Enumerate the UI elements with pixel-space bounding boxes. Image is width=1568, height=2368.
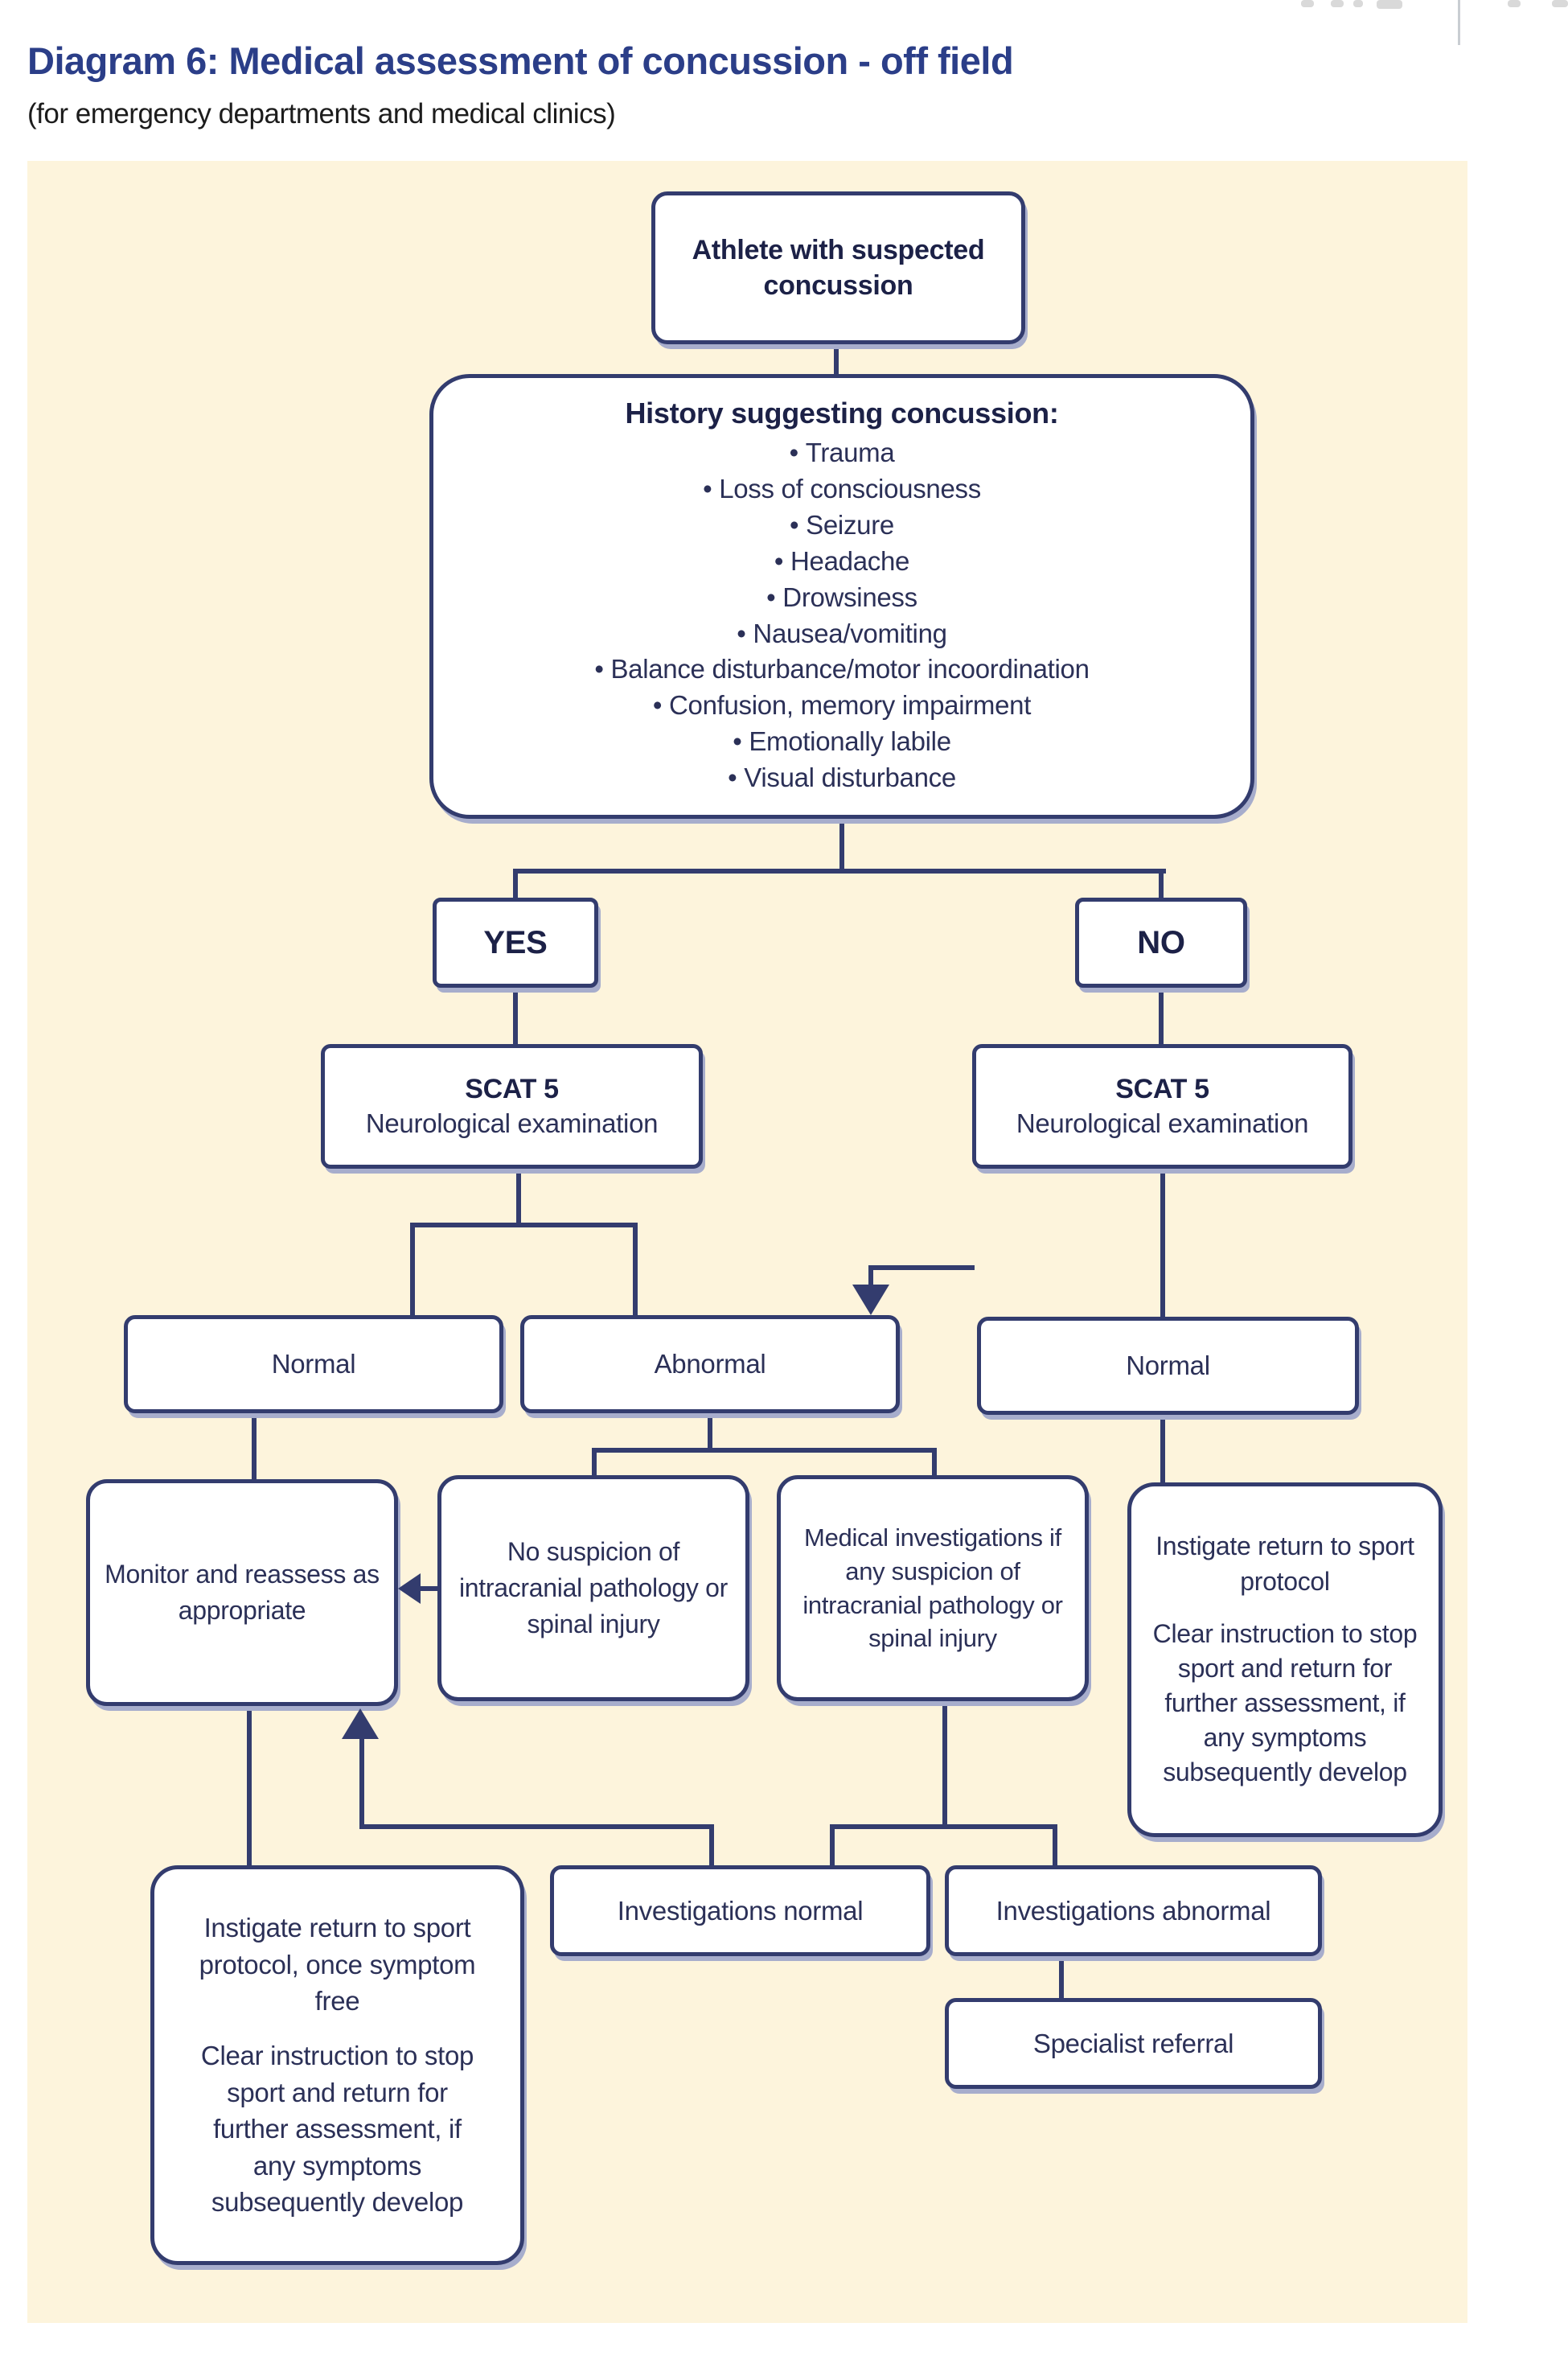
node-medical-investigations: Medical investigations if any suspicion of intracranial pathology or spinal injury (777, 1475, 1089, 1701)
arrow-left-icon (398, 1573, 421, 1604)
history-bullet: • Balance disturbance/motor incoordination (594, 652, 1089, 688)
history-bullet: • Emotionally labile (594, 724, 1089, 760)
history-bullet: • Headache (594, 544, 1089, 580)
connector (513, 871, 518, 900)
connector (839, 819, 844, 872)
scat5-title: SCAT 5 (1115, 1073, 1209, 1104)
connector (516, 1169, 521, 1227)
node-specialist-referral: Specialist referral (945, 1998, 1322, 2089)
connector (932, 1450, 937, 1478)
connector (1159, 988, 1164, 1046)
node-yes: YES (433, 898, 598, 988)
history-bullet: • Visual disturbance (594, 760, 1089, 796)
connector (1160, 1169, 1165, 1318)
node-monitor: Monitor and reassess as appropriate (86, 1479, 398, 1706)
instigate-right-para1: Instigate return to sport protocol (1155, 1531, 1414, 1596)
arrow-down-icon (852, 1285, 889, 1315)
history-bullet: • Loss of consciousness (594, 471, 1089, 508)
node-investigations-normal: Investigations normal (550, 1865, 930, 1956)
scat5-subtitle: Neurological examination (1016, 1108, 1309, 1139)
node-abnormal: Abnormal (520, 1315, 900, 1413)
history-bullet: • Confusion, memory impairment (594, 688, 1089, 724)
connector (1159, 871, 1164, 900)
node-normal-right: Normal (977, 1317, 1359, 1415)
connector (1053, 1827, 1057, 1867)
connector (830, 1824, 1057, 1829)
node-athlete: Athlete with suspected concussion (651, 191, 1025, 344)
instigate-left-para1: Instigate return to sport protocol, once symptom free (199, 1913, 476, 2016)
history-bullet: • Trauma (594, 435, 1089, 471)
scat5-subtitle: Neurological examination (365, 1108, 659, 1139)
connector (359, 1824, 714, 1829)
history-bullet-list (594, 435, 1089, 796)
connector (868, 1265, 975, 1270)
connector (410, 1223, 638, 1227)
connector (252, 1413, 257, 1481)
connector (513, 869, 1166, 874)
connector (942, 1701, 947, 1827)
connector (359, 1736, 364, 1827)
instigate-right-para2: Clear instruction to stop sport and return for further assessment, if any symptoms subsequently develop (1152, 1618, 1418, 1787)
connector (633, 1225, 638, 1317)
arrow-up-icon (342, 1708, 379, 1739)
scat5-title: SCAT 5 (465, 1073, 559, 1104)
connector (834, 344, 839, 376)
connector (410, 1225, 415, 1317)
history-bullet: • Nausea/vomiting (594, 616, 1089, 652)
connector (708, 1413, 712, 1450)
page-title: Diagram 6: Medical assessment of concussion - off field (27, 39, 1014, 82)
node-history (429, 374, 1254, 819)
connector (247, 1706, 252, 1867)
history-bullet: • Drowsiness (594, 580, 1089, 616)
node-instigate-right (1127, 1482, 1443, 1837)
history-heading: History suggesting concussion: (625, 397, 1059, 430)
connector (592, 1450, 597, 1478)
connector (830, 1827, 835, 1867)
connector (1059, 1956, 1064, 2000)
node-no: NO (1075, 898, 1247, 988)
history-bullet: • Seizure (594, 508, 1089, 544)
connector (1160, 1415, 1165, 1484)
connector (513, 988, 518, 1046)
connector (418, 1586, 440, 1591)
node-scat5-left (321, 1044, 703, 1169)
node-scat5-right (972, 1044, 1353, 1169)
connector (709, 1827, 714, 1867)
node-instigate-left (150, 1865, 524, 2265)
connector (592, 1448, 937, 1453)
instigate-left-para2: Clear instruction to stop sport and return for further assessment, if any symptoms subsequently develop (200, 2040, 474, 2218)
page-subtitle: (for emergency departments and medical clinics) (27, 98, 616, 130)
node-investigations-abnormal: Investigations abnormal (945, 1865, 1322, 1956)
node-no-suspicion: No suspicion of intracranial pathology or spinal injury (437, 1475, 749, 1701)
node-normal-left: Normal (124, 1315, 503, 1413)
